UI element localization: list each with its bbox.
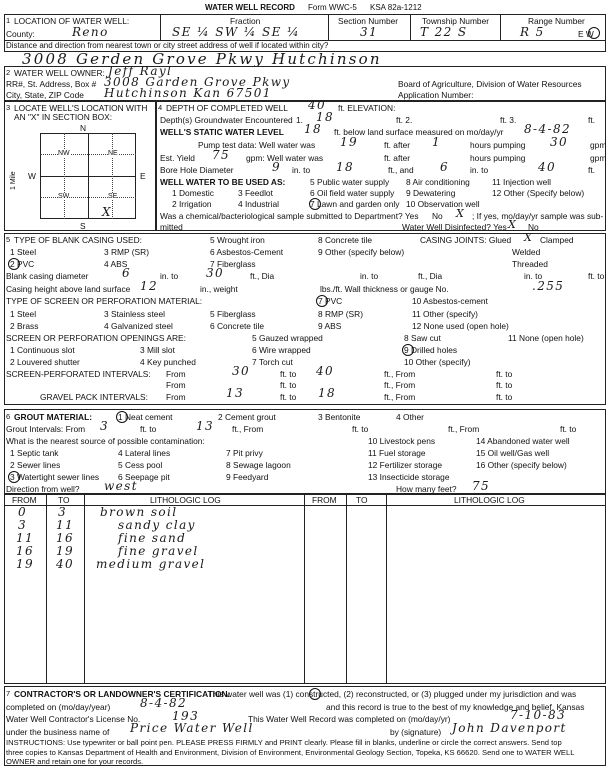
range-value: R 5 bbox=[520, 25, 545, 39]
static-value: 18 bbox=[304, 122, 323, 136]
depth-value: 40 bbox=[308, 98, 327, 112]
contam-insecticide: 13 Insecticide storage bbox=[368, 472, 450, 482]
yield-hours: hours pumping bbox=[470, 153, 526, 163]
log-row-from: 16 bbox=[16, 544, 35, 558]
perf-ft-from-2: ft., From bbox=[384, 380, 416, 390]
gw2-label: ft. 2. bbox=[396, 115, 413, 125]
dia-2: ft., Dia bbox=[418, 271, 443, 281]
direction-label: Direction from well? bbox=[6, 484, 80, 494]
grout-bentonite: 3 Bentonite bbox=[318, 412, 361, 422]
lithologic-log-table bbox=[4, 494, 606, 684]
county-label: County: bbox=[6, 29, 35, 39]
use-other: 12 Other (Specify below) bbox=[492, 188, 585, 198]
screen-concrete: 6 Concrete tile bbox=[210, 321, 264, 331]
section-number: 3 bbox=[6, 103, 11, 112]
gravel-ft-to: ft. to bbox=[280, 392, 297, 402]
dia-in-1: in. to bbox=[360, 271, 379, 281]
open-louvered: 2 Louvered shutter bbox=[10, 357, 80, 367]
casing-label: TYPE OF BLANK CASING USED: bbox=[14, 235, 142, 245]
log-row-desc: fine gravel bbox=[118, 544, 199, 558]
log-row-to: 40 bbox=[56, 557, 75, 571]
screen-galvanized: 4 Galvanized steel bbox=[104, 321, 173, 331]
quadrant-se: SE bbox=[108, 193, 118, 200]
record-date: 7-10-83 bbox=[510, 708, 567, 722]
location-label: LOCATION OF WATER WELL: bbox=[14, 16, 130, 26]
gravel-label: GRAVEL PACK INTERVALS: bbox=[40, 392, 148, 402]
bore-value: 9 bbox=[272, 160, 282, 174]
lbs-label: lbs./ft. Wall thickness or gauge No. bbox=[320, 284, 449, 294]
distance-label: Distance and direction from nearest town or city street address of well if located within city? bbox=[6, 41, 329, 50]
use-lawn-circle bbox=[309, 198, 321, 210]
owner-value: Jeff Rayl bbox=[108, 64, 173, 78]
casing-abs: 4 ABS bbox=[104, 259, 128, 269]
use-lawn: 7 Lawn and garden only bbox=[310, 199, 400, 209]
pump-hours: 1 bbox=[432, 135, 442, 149]
contam-feedyard: 9 Feedyard bbox=[226, 472, 269, 482]
intervals-to: 13 bbox=[196, 419, 215, 433]
contam-oilwell: 15 Oil well/Gas well bbox=[476, 448, 550, 458]
completed-value: 8-4-82 bbox=[140, 696, 188, 710]
section-label: Section Number bbox=[338, 16, 399, 26]
log-litho-header-2: LITHOLOGIC LOG bbox=[454, 495, 525, 505]
business-label: under the business name of bbox=[6, 727, 110, 737]
joints-clamped: Clamped bbox=[540, 235, 574, 245]
bore2-in: in. to bbox=[470, 165, 489, 175]
open-gauzed: 5 Gauzed wrapped bbox=[252, 333, 323, 343]
log-row-to: 3 bbox=[58, 505, 68, 519]
well-location-x: X bbox=[102, 205, 111, 219]
uses-label: WELL WATER TO BE USED AS: bbox=[160, 177, 286, 187]
use-irrigation: 2 Irrigation bbox=[172, 199, 212, 209]
address-label: RR#, St. Address, Box # bbox=[6, 79, 97, 89]
log-from-header: FROM bbox=[12, 495, 37, 505]
pump-gpm: 30 bbox=[550, 135, 569, 149]
perf-ft-from: ft., From bbox=[384, 369, 416, 379]
log-row-from: 11 bbox=[16, 531, 35, 545]
contam-fertilizer: 12 Fertilizer storage bbox=[368, 460, 443, 470]
contam-livestock: 10 Livestock pens bbox=[368, 436, 436, 446]
use-ac: 8 Air conditioning bbox=[406, 177, 470, 187]
contam-lagoon: 8 Sewage lagoon bbox=[226, 460, 291, 470]
township-value: T 22 S bbox=[420, 25, 468, 39]
compass-n: N bbox=[80, 123, 87, 133]
pump-value: 19 bbox=[340, 135, 359, 149]
contam-watertight-circle bbox=[8, 471, 20, 483]
casing-other: 9 Other (specify below) bbox=[318, 247, 405, 257]
gravel-ft-to-2: ft. to bbox=[496, 392, 513, 402]
log-row-desc: sandy clay bbox=[118, 518, 196, 532]
static-rest: ft. below land surface measured on mo/day/yr bbox=[334, 127, 504, 137]
locate-label: LOCATE WELL'S LOCATION WITH bbox=[14, 103, 148, 113]
contam-label: What is the nearest source of possible contamination: bbox=[6, 436, 205, 446]
section-number: 4 bbox=[158, 103, 163, 112]
screen-asbestos: 10 Asbestos-cement bbox=[412, 296, 488, 306]
contam-other: 16 Other (specify below) bbox=[476, 460, 567, 470]
gravel-ft-from: ft., From bbox=[384, 392, 416, 402]
compass-s: S bbox=[80, 221, 86, 231]
open-drilled: 9 Drilled holes bbox=[404, 345, 458, 355]
true-text: and this record is true to the best of my knowledge and belief. Kansas bbox=[326, 702, 585, 712]
yield-after: ft. after bbox=[384, 153, 411, 163]
license-value: 193 bbox=[172, 709, 200, 723]
instructions-3: OWNER and retain one for your records. bbox=[6, 757, 144, 766]
city-value: Hutchinson Kan 67501 bbox=[104, 86, 272, 100]
direction-value: west bbox=[104, 479, 138, 493]
screen-brass: 2 Brass bbox=[10, 321, 39, 331]
casing-pvc-circle bbox=[8, 258, 20, 270]
application-label: Application Number: bbox=[398, 90, 474, 100]
fraction-label: Fraction bbox=[230, 16, 261, 26]
grout-label: GROUT MATERIAL: bbox=[14, 412, 92, 422]
joints-welded: Welded bbox=[512, 247, 541, 257]
pump-after: ft. after bbox=[384, 140, 411, 150]
contam-seepage: 6 Seepage pit bbox=[118, 472, 170, 482]
grout-neat: 1 Neat cement bbox=[118, 412, 173, 422]
contam-watertight: 3 Watertight sewer lines bbox=[10, 472, 100, 482]
height-value: 12 bbox=[140, 279, 159, 293]
bore2-value: 6 bbox=[440, 160, 450, 174]
grout-cement: 2 Cement grout bbox=[218, 412, 276, 422]
chem-no: No bbox=[432, 211, 443, 221]
perf-from-value: 30 bbox=[232, 364, 251, 378]
open-wire: 6 Wire wrapped bbox=[252, 345, 311, 355]
open-sawcut: 8 Saw cut bbox=[404, 333, 441, 343]
intervals-label: Grout Intervals: From bbox=[6, 424, 86, 434]
log-row-to: 19 bbox=[56, 544, 75, 558]
openings-label: SCREEN OR PERFORATION OPENINGS ARE: bbox=[6, 333, 186, 343]
log-row-desc: fine sand bbox=[118, 531, 187, 545]
range-label: Range Number bbox=[528, 16, 585, 26]
use-feedlot: 3 Feedlot bbox=[238, 188, 273, 198]
intervals-ft-from: ft., From bbox=[232, 424, 264, 434]
log-row-from: 3 bbox=[18, 518, 28, 532]
intervals-ft-to-3: ft. to bbox=[560, 424, 577, 434]
gauge-value: .255 bbox=[532, 279, 565, 293]
disinfected-no: No bbox=[528, 222, 539, 232]
bore-and: ft., and bbox=[388, 165, 414, 175]
log-row-to: 16 bbox=[56, 531, 75, 545]
bore2-to: 40 bbox=[538, 160, 557, 174]
screen-rmp: 8 RMP (SR) bbox=[318, 309, 363, 319]
height-weight: in., weight bbox=[200, 284, 238, 294]
pump-hours-label: hours pumping bbox=[470, 140, 526, 150]
perf-ft-to-3: ft. to bbox=[280, 380, 297, 390]
form-title: WATER WELL RECORD bbox=[205, 3, 295, 12]
contam-lateral: 4 Lateral lines bbox=[118, 448, 171, 458]
disinfected-x: X bbox=[508, 218, 516, 231]
address-written: 3008 Gerden Grove Pkwy Hutchinson bbox=[22, 50, 382, 68]
log-row-desc: medium gravel bbox=[96, 557, 206, 571]
perf-ft-to: ft. to bbox=[280, 369, 297, 379]
contam-fuel: 11 Fuel storage bbox=[368, 448, 426, 458]
joints-x: X bbox=[524, 231, 532, 244]
form-number: Form WWC-5 bbox=[308, 3, 357, 12]
intervals-ft-to: ft. to bbox=[140, 424, 157, 434]
fraction-value: SE ¼ SW ¼ SE ¼ bbox=[172, 25, 301, 39]
ksa-number: KSA 82a-1212 bbox=[370, 3, 422, 12]
use-observation: 10 Observation well bbox=[406, 199, 480, 209]
screen-steel: 1 Steel bbox=[10, 309, 37, 319]
section-number: 1 bbox=[6, 16, 11, 25]
section-number: 2 bbox=[6, 68, 11, 77]
gw3-label: ft. 3. bbox=[500, 115, 517, 125]
chem-label: Was a chemical/bacteriological sample submitted to Department? Yes bbox=[160, 211, 419, 221]
contam-pit: 7 Pit privy bbox=[226, 448, 263, 458]
log-row-from: 19 bbox=[16, 557, 35, 571]
range-west-circle bbox=[588, 27, 600, 39]
howmany-label: How many feet? bbox=[396, 484, 457, 494]
bore-in: in. to bbox=[292, 165, 311, 175]
casing-concrete: 8 Concrete tile bbox=[318, 235, 372, 245]
perf-from: From bbox=[166, 369, 186, 379]
license-label: Water Well Contractor's License No. bbox=[6, 714, 141, 724]
open-continuous: 1 Continuous slot bbox=[10, 345, 75, 355]
diam-to: 30 bbox=[206, 266, 225, 280]
casing-rmp: 3 RMP (SR) bbox=[104, 247, 149, 257]
grout-neat-circle bbox=[116, 411, 128, 423]
open-key: 4 Key punched bbox=[140, 357, 196, 367]
open-mill: 3 Mill slot bbox=[140, 345, 175, 355]
grout-other: 4 Other bbox=[396, 412, 424, 422]
use-domestic: 1 Domestic bbox=[172, 188, 214, 198]
address-value: 3008 Garden Grove Pkwy bbox=[104, 75, 291, 89]
gravel-to-value: 18 bbox=[318, 386, 337, 400]
mile-label: 1 Mile bbox=[10, 171, 17, 190]
compass-e: E bbox=[140, 171, 146, 181]
screen-pvc-circle bbox=[316, 295, 328, 307]
gw-ft: ft. bbox=[588, 115, 595, 125]
joints-label: CASING JOINTS: Glued bbox=[420, 235, 512, 245]
business-value: Price Water Well bbox=[130, 721, 254, 735]
instructions-2: three copies to Kansas Department of Health and Environment, Division of Environment, Environmental Geology Section, Topeka, KS 66620. Send one to WATER WELL bbox=[6, 748, 575, 757]
depth-unit: ft. ELEVATION: bbox=[338, 103, 396, 113]
locate-label-2: AN "X" IN SECTION BOX: bbox=[14, 112, 113, 122]
gravel-from: From bbox=[166, 392, 186, 402]
height-label: Casing height above land surface bbox=[6, 284, 131, 294]
screen-none: 12 None used (open hole) bbox=[412, 321, 509, 331]
cert-label: CONTRACTOR'S OR LANDOWNER'S CERTIFICATION: bbox=[14, 689, 231, 699]
city-label: City, State, ZIP Code bbox=[6, 90, 84, 100]
diam-value: 6 bbox=[122, 266, 132, 280]
use-public: 5 Public water supply bbox=[310, 177, 390, 187]
perf-label: SCREEN-PERFORATED INTERVALS: bbox=[6, 369, 151, 379]
screen-stainless: 3 Stainless steel bbox=[104, 309, 165, 319]
log-row-to: 11 bbox=[56, 518, 75, 532]
casing-wrought: 5 Wrought iron bbox=[210, 235, 265, 245]
section-number: 5 bbox=[6, 235, 11, 244]
perf-ft-to-2: ft. to bbox=[496, 369, 513, 379]
yield-gpm-label: gpm bbox=[590, 153, 607, 163]
range-direction: E W bbox=[578, 29, 594, 39]
township-label: Township Number bbox=[422, 16, 490, 26]
bore-ft: ft. bbox=[588, 165, 595, 175]
section-value: 31 bbox=[360, 25, 379, 39]
record-text: This Water Well Record was completed on (mo/day/yr) bbox=[248, 714, 451, 724]
intervals-from: 3 bbox=[100, 419, 110, 433]
open-other: 10 Other (specify) bbox=[404, 357, 471, 367]
contam-abandoned: 14 Abandoned water well bbox=[476, 436, 570, 446]
gpm-label: gpm bbox=[590, 140, 607, 150]
bore-label: Bore Hole Diameter bbox=[160, 165, 234, 175]
disinfected-label: Water Well Disinfected? Yes bbox=[402, 222, 507, 232]
owner-label: WATER WELL OWNER: bbox=[14, 68, 105, 78]
static-label: WELL'S STATIC WATER LEVEL bbox=[160, 127, 284, 137]
instructions-1: INSTRUCTIONS: Use typewriter or ball point pen. PLEASE PRESS FIRMLY and PRINT clearly. Please fill in blanks, underline or circle the correct answers. Send top bbox=[6, 738, 562, 747]
constructed-circle bbox=[309, 688, 321, 700]
yield-label: Est. Yield bbox=[160, 153, 195, 163]
howmany-value: 75 bbox=[472, 479, 491, 493]
casing-asbestos: 6 Asbestos-Cement bbox=[210, 247, 284, 257]
dia-1: ft., Dia bbox=[250, 271, 275, 281]
log-litho-header: LITHOLOGIC LOG bbox=[150, 495, 221, 505]
contam-septic: 1 Septic tank bbox=[10, 448, 59, 458]
by-signature: by (signature) bbox=[390, 727, 442, 737]
quadrant-nw: NW bbox=[58, 150, 70, 157]
section-number: 7 bbox=[6, 689, 11, 698]
section-number: 6 bbox=[6, 412, 11, 421]
screen-pvc: 7 PVC bbox=[318, 296, 343, 306]
screen-label: TYPE OF SCREEN OR PERFORATION MATERIAL: bbox=[6, 296, 203, 306]
diam-label: Blank casing diameter bbox=[6, 271, 89, 281]
use-injection: 11 Injection well bbox=[492, 177, 551, 187]
quadrant-sw: SW bbox=[58, 193, 70, 200]
joints-threaded: Threaded bbox=[512, 259, 548, 269]
signature: John Davenport bbox=[452, 721, 567, 735]
completed-label: completed on (mo/day/year) bbox=[6, 702, 111, 712]
diam-in: in. to bbox=[160, 271, 179, 281]
board-label: Board of Agriculture, Division of Water Resources bbox=[398, 79, 582, 89]
casing-fiberglass: 7 Fiberglass bbox=[210, 259, 256, 269]
screen-fiberglass: 5 Fiberglass bbox=[210, 309, 256, 319]
use-dewatering: 9 Dewatering bbox=[406, 188, 456, 198]
casing-pvc: 2 PVC bbox=[10, 259, 35, 269]
cert-text: This water well was (1) constructed, (2) reconstructed, or (3) plugged under my jurisdiction and was bbox=[208, 689, 577, 699]
chem-x: X bbox=[456, 207, 464, 220]
pump-label: Pump test data: Well water was bbox=[198, 140, 316, 150]
log-to-header-2: TO bbox=[356, 495, 368, 505]
perf-from-2: From bbox=[166, 380, 186, 390]
mitted: mitted bbox=[160, 222, 183, 232]
static-date: 8-4-82 bbox=[524, 122, 572, 136]
compass-w: W bbox=[28, 171, 36, 181]
log-row-desc: brown soil bbox=[100, 505, 178, 519]
open-torch: 7 Torch cut bbox=[252, 357, 293, 367]
dia-in-2: in. to bbox=[524, 271, 543, 281]
intervals-ft-to-2: ft. to bbox=[352, 424, 369, 434]
yield-value: 75 bbox=[212, 148, 231, 162]
yield-gpm: gpm: Well water was bbox=[246, 153, 324, 163]
quadrant-ne: NE bbox=[108, 150, 118, 157]
perf-to-value: 40 bbox=[316, 364, 335, 378]
groundwater-label: Depth(s) Groundwater Encountered bbox=[160, 115, 293, 125]
perf-ft-to-4: ft. to bbox=[496, 380, 513, 390]
screen-other: 11 Other (specify) bbox=[412, 309, 478, 319]
contam-sewer: 2 Sewer lines bbox=[10, 460, 61, 470]
dia-ft: ft. to bbox=[588, 271, 605, 281]
contam-cess: 5 Cess pool bbox=[118, 460, 163, 470]
gravel-from-value: 13 bbox=[226, 386, 245, 400]
use-oilfield: 6 Oil field water supply bbox=[310, 188, 395, 198]
open-drilled-circle bbox=[402, 344, 414, 356]
log-from-header-2: FROM bbox=[312, 495, 337, 505]
bore-to: 18 bbox=[336, 160, 355, 174]
open-none: 11 None (open hole) bbox=[508, 333, 584, 343]
casing-steel: 1 Steel bbox=[10, 247, 37, 257]
county-value: Reno bbox=[72, 25, 109, 39]
screen-abs: 9 ABS bbox=[318, 321, 342, 331]
log-to-header: TO bbox=[58, 495, 70, 505]
gw1-label: 1. bbox=[296, 115, 303, 125]
log-row-from: 0 bbox=[18, 505, 28, 519]
intervals-ft-from-2: ft., From bbox=[448, 424, 480, 434]
chem-rest: ; If yes, mo/day/yr sample was sub- bbox=[472, 211, 604, 221]
use-industrial: 4 Industrial bbox=[238, 199, 279, 209]
depth-label: DEPTH OF COMPLETED WELL bbox=[166, 103, 288, 113]
gw1-value: 18 bbox=[316, 110, 335, 124]
